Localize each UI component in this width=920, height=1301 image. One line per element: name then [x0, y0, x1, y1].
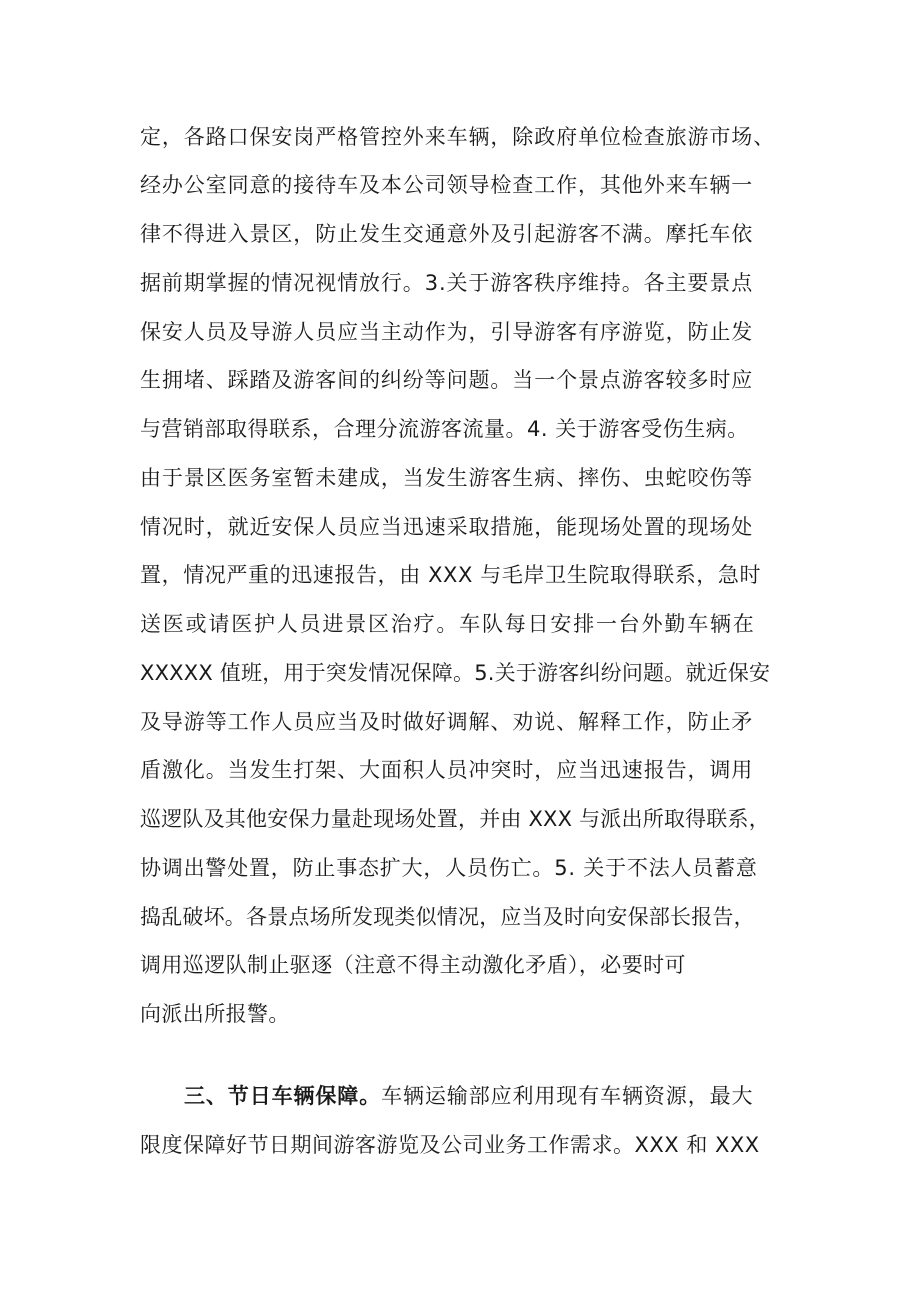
- body-line-14: 盾激化。当发生打架、大面积人员冲突时，应当迅速报告，调用: [140, 758, 754, 782]
- body-line-19: 向派出所报警。: [140, 1002, 290, 1026]
- body-line-15: 巡逻队及其他安保力量赴现场处置，并由 XXX 与派出所取得联系，: [140, 807, 770, 831]
- body-line-17: 捣乱破坏。各景点场所发现类似情况，应当及时向安保部长报告，: [140, 905, 755, 929]
- body-line-13: 及导游等工作人员应当及时做好调解、劝说、解释工作，防止矛: [140, 710, 754, 734]
- body-line-8: 由于景区医务室暂未建成，当发生游客生病、摔伤、虫蛇咬伤等: [140, 466, 754, 490]
- body-line-7: 与营销部取得联系，合理分流游客流量。4. 关于游客受伤生病。: [140, 417, 749, 441]
- body-line-6: 生拥堵、踩踏及游客间的纠纷等问题。当一个景点游客较多时应: [140, 368, 754, 392]
- body-line-5: 保安人员及导游人员应当主动作为，引导游客有序游览，防止发: [140, 320, 754, 344]
- body-line-1: 定，各路口保安岗严格管控外来车辆，除政府单位检查旅游市场、: [140, 125, 776, 149]
- body-line-2: 经办公室同意的接待车及本公司领导检查工作，其他外来车辆一: [140, 173, 754, 197]
- body-line-18: 调用巡逻队制止驱逐（注意不得主动激化矛盾），必要时可: [140, 953, 686, 977]
- body-line-3: 律不得进入景区，防止发生交通意外及引起游客不满。摩托车依: [140, 222, 754, 246]
- body-line-11: 送医或请医护人员进景区治疗。车队每日安排一台外勤车辆在: [140, 612, 756, 636]
- section-3-text-1: 车辆运输部应利用现有车辆资源，最大: [381, 1084, 754, 1108]
- section-3-heading: 三、节日车辆保障。: [184, 1084, 382, 1108]
- body-line-16: 协调出警处置，防止事态扩大，人员伤亡。5. 关于不法人员蓄意: [140, 856, 758, 880]
- body-line-4: 据前期掌握的情况视情放行。3.关于游客秩序维持。各主要景点: [140, 271, 754, 295]
- section-3-line-2: 限度保障好节日期间游客游览及公司业务工作需求。XXX 和 XXX: [140, 1133, 760, 1157]
- section-3-line-1: [184, 1081, 790, 1111]
- body-line-10: 置，情况严重的迅速报告，由 XXX 与毛岸卫生院取得联系，急时: [140, 563, 762, 587]
- body-line-12: XXXXX 值班，用于突发情况保障。5.关于游客纠纷问题。就近保安: [140, 661, 771, 685]
- body-line-9: 情况时，就近安保人员应当迅速采取措施，能现场处置的现场处: [140, 515, 754, 539]
